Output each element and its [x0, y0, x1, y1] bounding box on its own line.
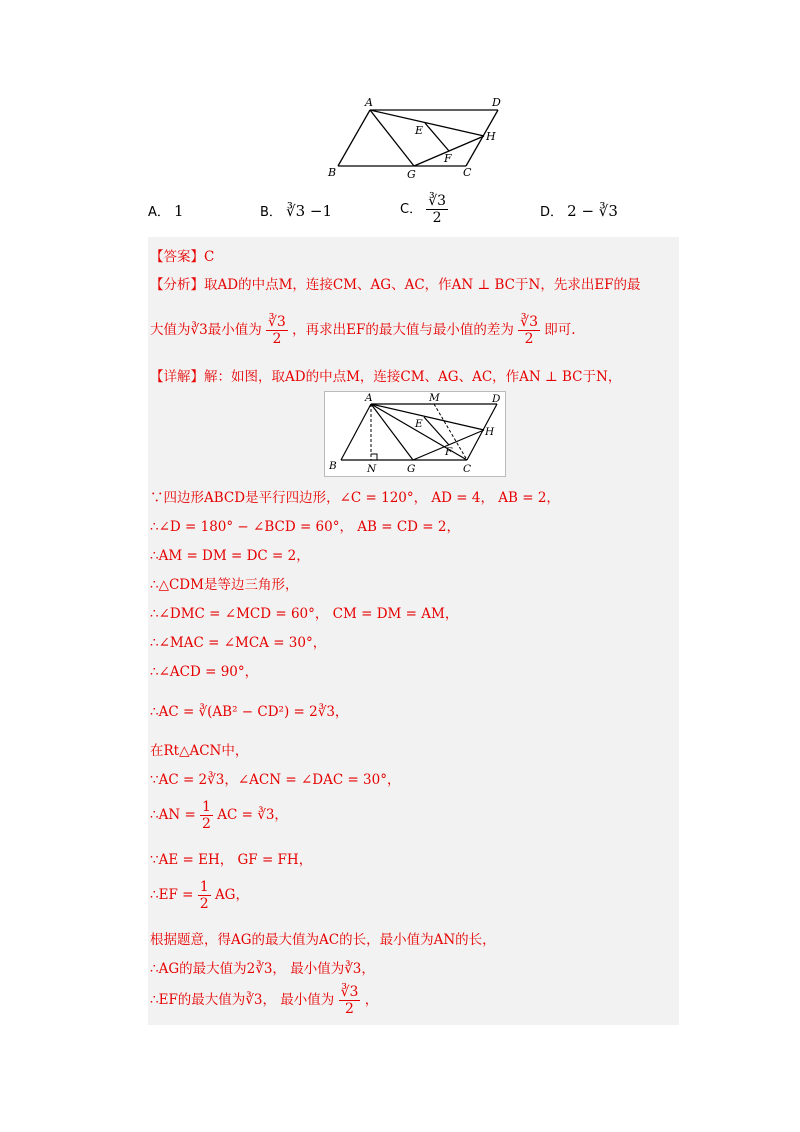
step-13-fraction [198, 880, 211, 911]
label-F: F [444, 152, 452, 165]
analysis-tag: 【分析】 [150, 277, 204, 293]
detail-intro: 解：如图，取AD的中点M，连接CM、AG、AC，作AN ⊥ BC于N， [204, 369, 622, 385]
label-C: C [463, 166, 472, 179]
auxiliary-figure [324, 391, 506, 477]
analysis-text-1: 取AD的中点M，连接CM、AG、AC，作AN ⊥ BC于N，先求出EF的最 [204, 277, 641, 293]
fig2-label-N: N [367, 463, 377, 475]
analysis-text-2a: 大值为∛3最小值为 [150, 322, 262, 339]
analysis-line-2 [150, 315, 576, 346]
step-13-den: 2 [199, 895, 209, 912]
choice-a[interactable] [148, 201, 184, 220]
parallelogram-figure [318, 92, 518, 184]
choice-d[interactable] [540, 201, 618, 220]
step-11-pre: ∴AN = [150, 807, 201, 824]
step-2: ∴∠D = 180° − ∠BCD = 60°， AB = CD = 2， [150, 519, 460, 535]
step-1: ∵四边形ABCD是平行四边形，∠C = 120°， AD = 4， AB = 2， [150, 490, 560, 506]
step-11-num: 1 [202, 799, 211, 815]
step-11-fraction [200, 800, 213, 831]
detail-line [150, 365, 621, 385]
step-16-den: 2 [345, 1000, 354, 1017]
analysis-line-1 [150, 273, 641, 293]
step-14: 根据题意，得AG的最大值为AC的长，最小值为AN的长， [150, 932, 496, 948]
step-11 [150, 800, 288, 831]
answer-line [150, 245, 214, 265]
step-9: 在Rt△ACN中， [150, 743, 249, 759]
step-16-fraction [339, 985, 361, 1016]
analysis-frac2-den: 2 [524, 330, 534, 347]
step-13-num: 1 [199, 879, 209, 895]
edge-AB [338, 110, 370, 166]
choice-b-letter: B． [260, 205, 282, 220]
analysis-frac1-num: ∛3 [268, 314, 286, 330]
choice-d-letter: D． [540, 205, 564, 220]
fig2-label-H: H [485, 426, 495, 438]
analysis-frac2-num: ∛3 [520, 314, 538, 330]
label-D: D [492, 96, 501, 109]
step-13-post: AG， [214, 887, 249, 904]
step-16-num: ∛3 [340, 984, 359, 1000]
fig2-label-G: G [407, 463, 416, 475]
label-B: B [328, 166, 337, 179]
label-H: H [486, 130, 496, 143]
choice-c-letter: C． [400, 202, 423, 218]
step-10: ∵AC = 2∛3，∠ACN = ∠DAC = 30°， [150, 772, 401, 788]
step-16-post: ， [364, 992, 379, 1009]
fig2-label-E: E [415, 418, 423, 430]
fig2-label-B: B [329, 460, 337, 472]
step-3: ∴AM = DM = DC = 2， [150, 548, 310, 564]
step-13 [150, 880, 249, 911]
detail-tag: 【详解】 [150, 369, 204, 385]
step-16 [150, 985, 378, 1016]
step-15: ∴AG的最大值为2∛3， 最小值为∛3， [150, 961, 375, 977]
fig2-label-M: M [429, 392, 440, 404]
fig2-label-A: A [365, 392, 373, 404]
analysis-frac1-den: 2 [272, 330, 282, 347]
fig2-label-D: D [492, 393, 501, 405]
step-8: ∴AC = ∛(AB² − CD²) = 2∛3， [150, 704, 349, 720]
label-E: E [415, 124, 424, 137]
step-11-den: 2 [202, 815, 211, 832]
step-5: ∴∠DMC = ∠MCD = 60°， CM = DM = AM， [150, 606, 459, 622]
auxiliary-figure-svg [325, 392, 505, 476]
step-6: ∴∠MAC = ∠MCA = 30°， [150, 635, 327, 651]
step-7: ∴∠ACD = 90°， [150, 664, 259, 680]
choice-d-value: 2 − ∛3 [567, 202, 618, 220]
choice-c-num: ∛3 [428, 193, 447, 209]
step-13-pre: ∴EF = [150, 887, 198, 904]
answer-value: C [204, 249, 215, 265]
fig2-label-F: F [445, 446, 453, 458]
answer-tag: 【答案】 [150, 249, 204, 265]
step-12: ∵AE = EH， GF = FH， [150, 852, 313, 868]
fig2-label-C: C [463, 463, 472, 475]
step-16-pre: ∴EF的最大值为∛3， 最小值为 [150, 992, 335, 1009]
choice-c-den: 2 [432, 209, 442, 226]
step-4: ∴△CDM是等边三角形， [150, 577, 299, 593]
analysis-fraction-2 [518, 315, 540, 346]
choice-a-letter: A． [148, 205, 170, 220]
choice-b-value: ∛3 −1 [286, 202, 333, 220]
label-A: A [365, 96, 373, 109]
analysis-text-2b: ，再求出EF的最大值与最小值的差为 [292, 322, 514, 339]
label-G: G [407, 168, 416, 181]
choice-c[interactable] [400, 194, 448, 225]
step-11-post: AC = ∛3， [217, 807, 288, 824]
analysis-text-2c: 即可. [544, 322, 576, 339]
choice-b[interactable] [260, 201, 332, 220]
choice-a-value: 1 [174, 202, 184, 220]
choice-c-fraction [426, 194, 448, 225]
analysis-fraction-1 [266, 315, 288, 346]
